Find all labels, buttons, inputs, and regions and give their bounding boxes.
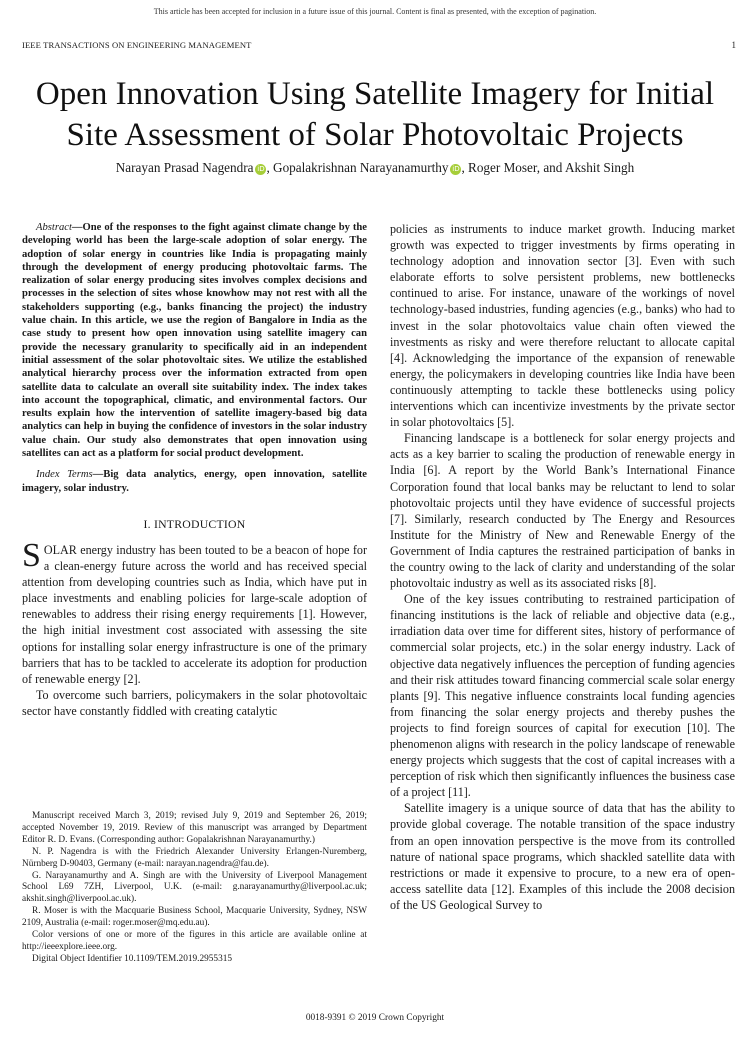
footnote-affiliation-liverpool: G. Narayanamurthy and A. Singh are with the University of Liverpool Management School L69 7ZH, Liverpool, U.K. (e-mail: g.narayanamurthy@liverpool.ac.uk; akshit.singh@liverpool.ac.uk). <box>22 870 367 905</box>
author-3: , Roger Moser, and Akshit Singh <box>461 160 635 175</box>
drop-cap: S <box>22 536 41 574</box>
abstract-text: —One of the responses to the fight against climate change by the developing world has been the large-scale adoption of solar energy. The adoption of solar energy in countries like India is propagating mainly through the development of energy producing photovoltaic farms. The realization of solar energy producing sites involves complex decisions and processes in the selection of sites whose knowhow may not rest with all the stakeholders supporting (e.g., banks financing the project) the industry value chain. In this article, we use the region of Bangalore in India as the case study to present how open innovation using satellite imagery can provide the necessary granularity to specifically aid in an independent initial assessment of the solar photovoltaic sites. We utilize the established analytical hierarchy process over the information extracted from open satellite data to calculate an overall site suitability index. The index takes into account the topographical, climatic, and environmental factors. Our results explain how the intervention of satellite imagery-based big data analytics can help in buying the confidence of investors in the solar industry value chain. Our study also demonstrates that open innovation using satellites can act as a platform for social product development. <box>22 222 367 460</box>
title-line-2: Site Assessment of Solar Photovoltaic Projects <box>66 117 684 153</box>
footnote-affiliation-nagendra: N. P. Nagendra is with the Friedrich Alexander University Erlangen-Nuremberg, Nürnberg D-90403, Germany (e-mail: narayan.nagendra@fau.de). <box>22 846 367 869</box>
body-paragraph: One of the key issues contributing to restrained participation of financing institutions is the lack of reliable and objective data (e.g., irradiation data over time for different sites, history of performance of commercial solar projects, etc.) in the solar energy industry. Lack of objective data negatively influences the perception of funding agencies and their risk attitudes toward financing commercial scale solar energy plants [9]. This negative influence constraints local funding agencies from financing the solar energy projects and thereby pushes the projects to find foreign sources of capital for execution [10]. The phenomenon aligns with research in the policy landscape of renewable energy projects which suggests that the cost of capital increases with a perception of risk which then significantly influences the business case of a project [11]. <box>390 592 735 800</box>
body-paragraph: Satellite imagery is a unique source of data that has the ability to provide global coverage. The notable transition of the space industry from an open innovation perspective is the move from its controlled nature of national space programs, which shackled satellite data with restrictions or made it expensive to procure, to a new era of open-access satellite data [12]. Examples of this include the 2008 decision of the US Geological Survey to <box>390 801 735 912</box>
footnote-color-versions: Color versions of one or more of the figures in this article are available online at http://ieeexplore.ieee.org. <box>22 930 367 952</box>
page-number: 1 <box>731 40 736 50</box>
author-1: Narayan Prasad Nagendra <box>115 160 254 175</box>
orcid-icon[interactable]: iD <box>452 165 460 173</box>
body-paragraph: policies as instruments to induce market growth. Inducing market growth was expected to trigger investments by firms operating in technology adoption and innovation sector [3]. Even with such elaborate efforts to solve persistent problems, new bottlenecks continued to arise. For instance, unaware of the workings of novel technology-based industries, funding agencies (e.g., banks) who had to invest in the solar photovoltaics value chain often viewed the investments as risky and were therefore reluctant to allocate capital [4]. Acknowledging the importance of the expansion of renewable energy, the policymakers in developing countries like India have been continuously attempting to tackle these bottlenecks using policy interventions which can incentivize investments by the private sector in solar photovoltaics [5]. <box>390 222 735 430</box>
left-column <box>22 221 367 719</box>
intro-paragraph-2: To overcome such barriers, policymakers in the solar photovoltaic sector have constantly fiddled with creating catalytic <box>22 687 367 718</box>
right-column <box>390 221 735 913</box>
intro-paragraph-1 <box>22 536 367 687</box>
index-terms-text: —Big data analytics, energy, open innovation, satellite imagery, solar industry. <box>22 469 367 494</box>
orcid-icon[interactable]: iD <box>257 165 265 173</box>
abstract-label: Abstract <box>36 222 72 233</box>
title-line-1: Open Innovation Using Satellite Imagery for Initial <box>35 76 715 112</box>
acceptance-notice: This article has been accepted for inclusion in a future issue of this journal. Content is final as presented, with the exception of pagination. <box>153 7 597 16</box>
journal-running-head: IEEE TRANSACTIONS ON ENGINEERING MANAGEMENT <box>22 40 252 50</box>
index-terms <box>22 468 367 495</box>
footnotes <box>22 811 367 966</box>
body-paragraph: Financing landscape is a bottleneck for solar energy projects and acts as a key barrier to scaling the production of renewable energy in India [6]. A report by the World Bank’s International Finance Corporation found that local banks may be reluctant to lend to solar photovoltaic projects until they have evidence of successful projects [7]. Similarly, research conducted by The Energy and Resources Institute for the Ministry of New and Renewable Energy of the Government of India captures the restrained participation of banks in the country owing to the lack of clarity and understanding of the solar photovoltaic industry as well as its associated risks [8]. <box>390 431 735 591</box>
author-2: , Gopalakrishnan Narayanamurthy <box>266 160 449 175</box>
index-terms-label: Index Terms <box>36 469 93 481</box>
footnote-doi: Digital Object Identifier 10.1109/TEM.2019.2955315 <box>32 953 233 964</box>
footnote-manuscript: Manuscript received March 3, 2019; revised July 9, 2019 and September 26, 2019; accepted November 19, 2019. Review of this manuscript was arranged by Department Editor R. D. Evans. (Corresponding author: Gopalakrishnan Narayanamurthy.) <box>22 811 367 845</box>
section-heading-introduction: I. INTRODUCTION <box>143 516 246 531</box>
abstract <box>22 221 367 460</box>
copyright-footer: 0018-9391 © 2019 Crown Copyright <box>305 1013 445 1023</box>
footnote-affiliation-moser: R. Moser is with the Macquarie Business School, Macquarie University, Sydney, NSW 2109, Australia (e-mail: roger.moser@mq.edu.au). <box>22 906 367 929</box>
author-list <box>0 160 750 176</box>
paper-title <box>0 74 750 156</box>
intro-paragraph-1-text: OLAR energy industry has been touted to be a beacon of hope for a clean-energy future across the world and has received special attention from developing countries such as India, which have put in place investments and enabling policies for large-scale adoption of renewables to address their rising energy requirements [1]. However, the high initial investment cost associated with assessing the site options for installing solar energy infrastructure is one of the primary barriers that has to be tackled to accelerate its adoption for production of renewable energy [2]. <box>22 542 367 686</box>
